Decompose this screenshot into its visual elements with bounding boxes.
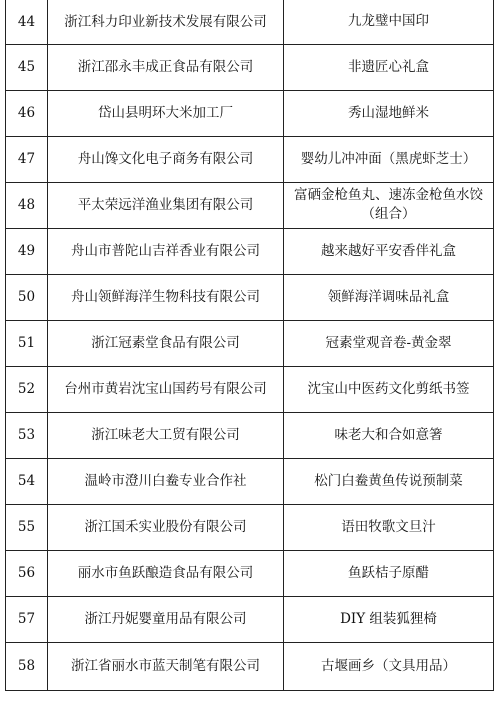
product-name: DIY 组装狐狸椅 <box>284 596 494 642</box>
company-name: 浙江邵永丰成正食品有限公司 <box>48 44 284 90</box>
product-name: 秀山湿地鲜米 <box>284 90 494 136</box>
company-name: 浙江科力印业新技术发展有限公司 <box>48 0 284 44</box>
table-row <box>6 0 494 44</box>
row-number: 47 <box>6 136 48 182</box>
row-number: 55 <box>6 504 48 550</box>
product-name: 味老大和合如意箸 <box>284 412 494 458</box>
row-number: 52 <box>6 366 48 412</box>
table-row <box>6 412 494 458</box>
row-number: 48 <box>6 182 48 228</box>
row-number: 45 <box>6 44 48 90</box>
product-name: 松门白鲞黄鱼传说预制菜 <box>284 458 494 504</box>
product-name: 领鲜海洋调味品礼盒 <box>284 274 494 320</box>
product-name: 沈宝山中医药文化剪纸书签 <box>284 366 494 412</box>
product-name: 古堰画乡（文具用品） <box>284 642 494 690</box>
product-name: 越来越好平安香伴礼盒 <box>284 228 494 274</box>
table-row <box>6 136 494 182</box>
company-name: 丽水市鱼跃酿造食品有限公司 <box>48 550 284 596</box>
company-name: 温岭市澄川白鲞专业合作社 <box>48 458 284 504</box>
table-row <box>6 228 494 274</box>
row-number: 58 <box>6 642 48 690</box>
table-row <box>6 642 494 690</box>
table-row <box>6 90 494 136</box>
row-number: 49 <box>6 228 48 274</box>
product-name: 婴幼儿冲冲面（黑虎虾芝士） <box>284 136 494 182</box>
product-name: 语田牧歌文旦汁 <box>284 504 494 550</box>
product-table <box>5 0 494 691</box>
table-row <box>6 596 494 642</box>
table-row <box>6 274 494 320</box>
row-number: 57 <box>6 596 48 642</box>
company-name: 浙江丹妮婴童用品有限公司 <box>48 596 284 642</box>
product-name: 富硒金枪鱼丸、速冻金枪鱼水饺（组合） <box>284 182 494 228</box>
table-row <box>6 550 494 596</box>
row-number: 44 <box>6 0 48 44</box>
product-name: 冠素堂观音卷-黄金翠 <box>284 320 494 366</box>
company-name: 岱山县明环大米加工厂 <box>48 90 284 136</box>
row-number: 50 <box>6 274 48 320</box>
table-row <box>6 44 494 90</box>
company-name: 浙江省丽水市蓝天制笔有限公司 <box>48 642 284 690</box>
company-name: 舟山馋文化电子商务有限公司 <box>48 136 284 182</box>
product-name: 九龙璧中国印 <box>284 0 494 44</box>
product-name: 鱼跃桔子原醋 <box>284 550 494 596</box>
product-name: 非遗匠心礼盒 <box>284 44 494 90</box>
table-row <box>6 504 494 550</box>
company-name: 浙江冠素堂食品有限公司 <box>48 320 284 366</box>
table-row <box>6 458 494 504</box>
company-name: 台州市黄岩沈宝山国药号有限公司 <box>48 366 284 412</box>
company-name: 平太荣远洋渔业集团有限公司 <box>48 182 284 228</box>
row-number: 56 <box>6 550 48 596</box>
row-number: 46 <box>6 90 48 136</box>
product-table-container <box>5 0 493 691</box>
row-number: 51 <box>6 320 48 366</box>
table-body <box>6 0 494 690</box>
table-row <box>6 320 494 366</box>
company-name: 浙江味老大工贸有限公司 <box>48 412 284 458</box>
company-name: 浙江国禾实业股份有限公司 <box>48 504 284 550</box>
row-number: 53 <box>6 412 48 458</box>
table-row <box>6 366 494 412</box>
company-name: 舟山领鲜海洋生物科技有限公司 <box>48 274 284 320</box>
row-number: 54 <box>6 458 48 504</box>
table-row <box>6 182 494 228</box>
company-name: 舟山市普陀山吉祥香业有限公司 <box>48 228 284 274</box>
